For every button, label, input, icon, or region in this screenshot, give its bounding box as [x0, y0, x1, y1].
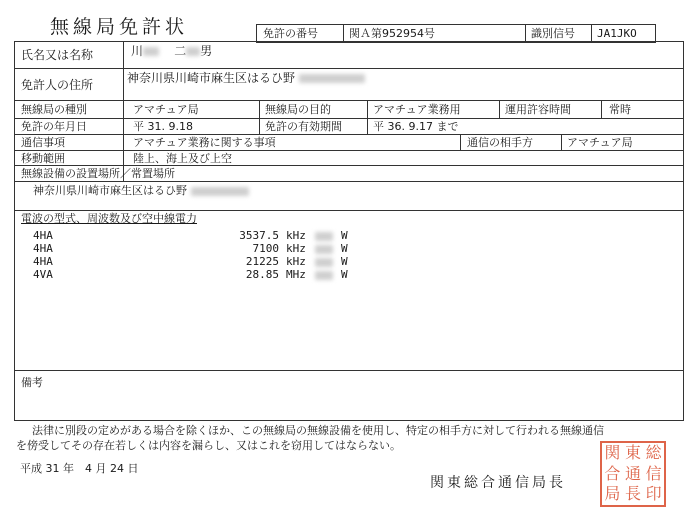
- operating-hours-label: 運用許容時間: [505, 103, 571, 116]
- document-title: 無線局免許状: [50, 16, 189, 38]
- official-seal: 関 東 総 合 通 信 局 長 印: [600, 441, 666, 507]
- radio-row: 4VA: [33, 268, 53, 281]
- license-form: [14, 41, 684, 421]
- license-no: 関Ａ第952954号: [349, 27, 435, 40]
- radio-row-power-unit: W: [341, 255, 348, 268]
- install-location-value: 神奈川県川崎市麻生区はるひ野: [33, 184, 249, 198]
- operating-hours: 常時: [609, 103, 631, 116]
- radio-row: 4HA: [33, 242, 53, 255]
- station-purpose: アマチュア業務用: [373, 103, 461, 116]
- remarks-label: 備考: [21, 376, 43, 389]
- radio-row-power: [315, 255, 333, 269]
- radio-row-unit: kHz: [286, 242, 306, 255]
- address-label: 免許人の住所: [21, 78, 94, 92]
- station-purpose-label: 無線局の目的: [265, 103, 331, 116]
- comm-partner-label: 通信の相手方: [467, 136, 533, 149]
- station-type: アマチュア局: [133, 103, 199, 116]
- movement-label: 移動範囲: [21, 152, 65, 165]
- callsign: JA1JKO: [597, 27, 637, 40]
- radio-row-power: [315, 242, 333, 256]
- radio-row-unit: kHz: [286, 229, 306, 242]
- license-no-label: 免許の番号: [263, 27, 318, 40]
- radio-row-freq: 21225: [245, 255, 279, 268]
- issue-date-label: 免許の年月日: [21, 120, 87, 133]
- comm-matters: アマチュア業務に関する事項: [133, 136, 276, 149]
- radio-row-power-unit: W: [341, 229, 348, 242]
- date-issued: 平成 31 年 4 月 24 日: [20, 462, 139, 475]
- install-location-label: 無線設備の設置場所／常置場所: [21, 167, 175, 180]
- radio-section-label: 電波の型式、周波数及び空中線電力: [21, 212, 197, 225]
- radio-row-freq: 28.85: [245, 268, 279, 281]
- radio-row-power-unit: W: [341, 242, 348, 255]
- movement-value: 陸上、海上及び上空: [133, 152, 232, 165]
- radio-row-freq: 7100: [252, 242, 279, 255]
- issuer-name: 関東総合通信局長: [430, 475, 566, 491]
- radio-row-power: [315, 229, 333, 243]
- comm-partner: アマチュア局: [567, 136, 633, 149]
- radio-row: 4HA: [33, 255, 53, 268]
- validity-value: 平 36. 9.17 まで: [373, 120, 459, 133]
- callsign-label: 識別信号: [531, 27, 575, 40]
- legal-notice-line2: を傍受してその存在若しくは内容を漏らし、又はこれを窃用してはならない。: [16, 439, 401, 452]
- radio-row-power-unit: W: [341, 268, 348, 281]
- radio-row-unit: MHz: [286, 268, 306, 281]
- comm-matters-label: 通信事項: [21, 136, 65, 149]
- validity-label: 免許の有効期間: [265, 120, 342, 133]
- issue-date: 平 31. 9.18: [133, 120, 193, 133]
- name-label: 氏名又は名称: [21, 48, 94, 62]
- radio-row: 4HA: [33, 229, 53, 242]
- radio-row-freq: 3537.5: [239, 229, 279, 242]
- legal-notice-line1: 法律に別段の定めがある場合を除くほか、この無線局の無線設備を使用し、特定の相手方に対して行われる無線通信: [32, 424, 604, 437]
- radio-row-unit: kHz: [286, 255, 306, 268]
- name-value: 川 二 男: [131, 44, 213, 58]
- radio-row-power: [315, 268, 333, 282]
- station-type-label: 無線局の種別: [21, 103, 87, 116]
- address-value: 神奈川県川崎市麻生区はるひ野: [127, 71, 365, 85]
